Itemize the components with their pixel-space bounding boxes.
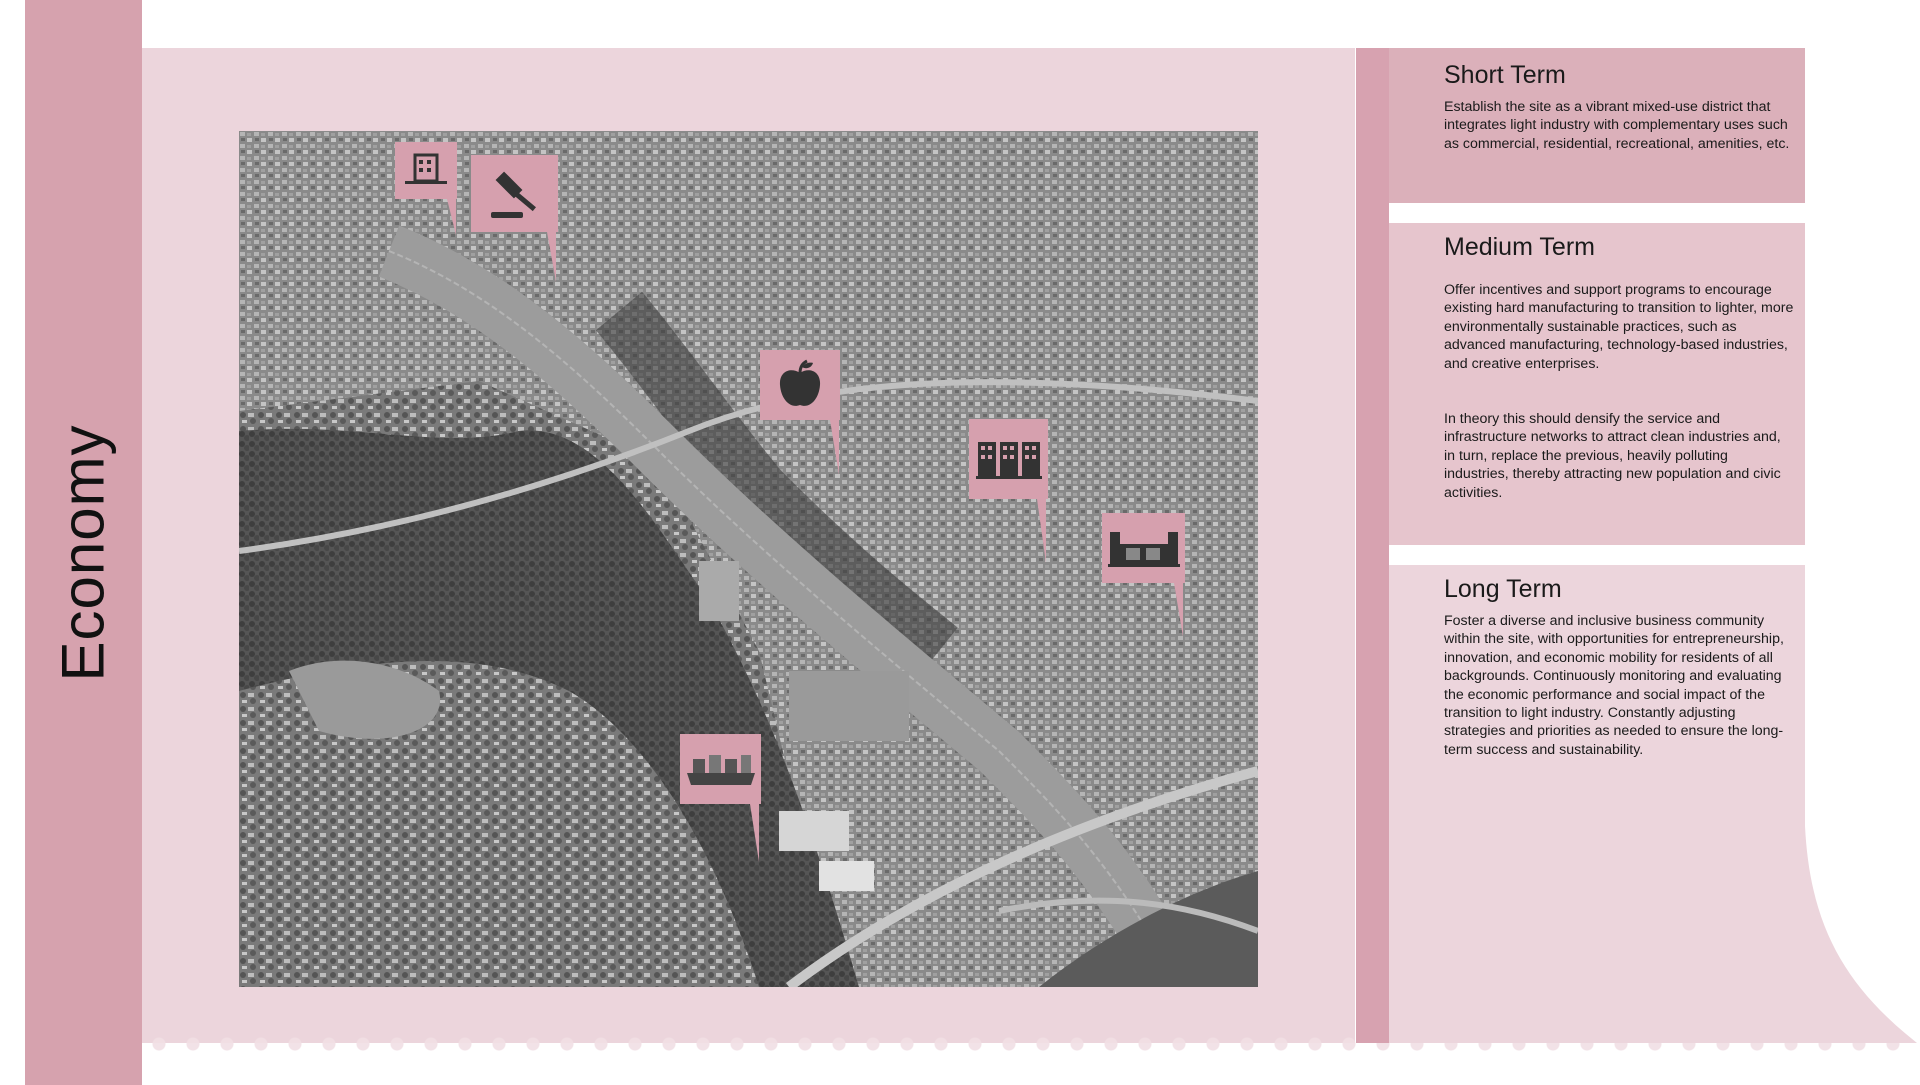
office-building-marker-pointer <box>447 199 456 235</box>
medium-term-body-1: Offer incentives and support programs to encourage existing hard manufacturing to transition to lighter, more environmentally sustainable practices, such as advanced manufacturing, technology-based industries, and creative enterprises. <box>1444 282 1794 372</box>
warehouse-trucks-icon <box>1108 528 1180 568</box>
apartment-blocks-icon <box>976 438 1042 480</box>
curve-decoration <box>1805 826 1920 1043</box>
apartments-marker-box <box>969 419 1048 499</box>
gavel-marker-pointer <box>547 232 556 282</box>
short-term-card <box>1389 48 1805 203</box>
gavel-icon <box>485 166 545 222</box>
short-term-body: Establish the site as a vibrant mixed-use district that integrates light industry with complementary uses such as commercial, residential, recreational, amenities, etc. <box>1444 99 1790 152</box>
warehouse-marker-pointer <box>1174 583 1183 637</box>
factory-marker[interactable] <box>680 734 762 862</box>
factory-icon <box>687 751 755 787</box>
warehouse-marker[interactable] <box>1102 513 1186 637</box>
gavel-marker-box <box>471 155 558 232</box>
medium-term-body-2: In theory this should densify the service and infrastructure networks to attract clean industries and, in turn, replace the previous, heavily polluting industries, thereby attracting new population and civic activities. <box>1444 411 1781 501</box>
office-building-marker[interactable] <box>395 142 459 238</box>
office-building-icon <box>403 151 449 191</box>
long-term-card <box>1389 565 1805 1043</box>
grocery-marker-pointer <box>830 420 839 475</box>
long-term-title: Long Term <box>1444 575 1562 603</box>
long-term-body: Foster a diverse and inclusive business community within the site, with opportunities for entrepreneurship, innovation, and economic mobility for residents of all backgrounds. Continuously monitoring and evaluating the economic performance and social impact of the transition to light industry. Constantly adjusting strategies and priorities as needed to ensure the long-term success and sustainability. <box>1444 613 1784 758</box>
apartments-marker[interactable] <box>969 419 1049 563</box>
medium-term-title: Medium Term <box>1444 233 1595 261</box>
office-building-marker-box <box>395 142 457 199</box>
apartments-marker-pointer <box>1037 499 1046 563</box>
warehouse-marker-box <box>1102 513 1185 583</box>
factory-marker-pointer <box>750 804 759 862</box>
timeline-strip <box>1356 48 1389 1043</box>
grocery-marker-box <box>760 350 840 420</box>
gavel-marker[interactable] <box>471 155 559 288</box>
sidebar-title: Economy <box>49 424 117 682</box>
apple-icon <box>775 359 825 411</box>
medium-term-card <box>1389 223 1805 545</box>
factory-marker-box <box>680 734 761 804</box>
short-term-title: Short Term <box>1444 61 1566 89</box>
grocery-marker[interactable] <box>760 350 842 478</box>
